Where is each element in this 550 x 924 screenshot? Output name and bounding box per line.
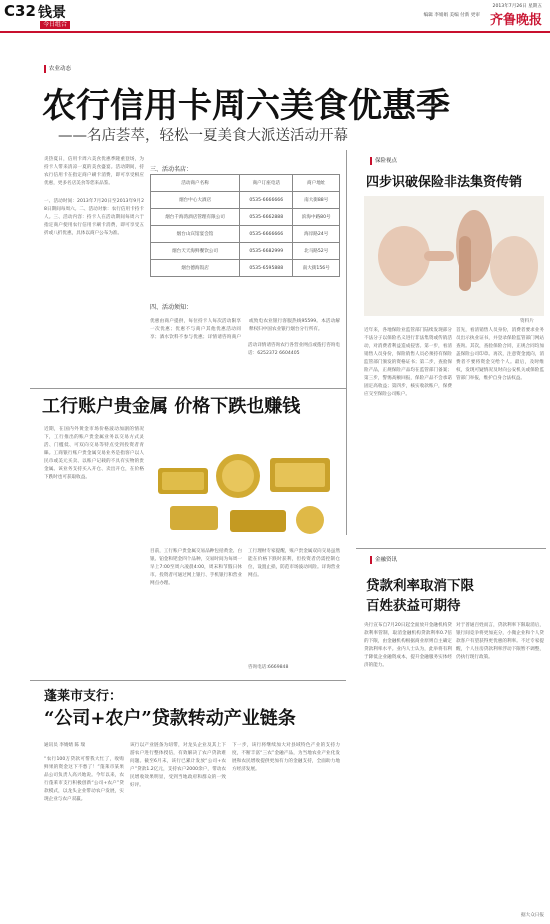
fraud-headline: 四步识破保险非法集资传销	[366, 175, 523, 190]
article-tag: 保险视点	[370, 157, 397, 165]
lead-footer: 活动详情请咨询农行各营业网点或拨打咨询电话：6252372 6604405	[248, 343, 340, 356]
section-divider	[30, 388, 346, 389]
table-header-cell: 活动商户名称	[151, 175, 240, 192]
lead-headline: 农行信用卡周六美食优惠季	[42, 86, 450, 126]
merchant-phone: 0535-6682999	[240, 243, 293, 260]
merchant-name: 烟台山宾馆宴会馆	[151, 226, 240, 243]
article-tag: 农业动态	[44, 65, 71, 73]
table-row	[151, 192, 340, 209]
merchant-table	[150, 174, 340, 277]
subsection-badge: 今日组合	[40, 21, 70, 29]
loan-headline-1: 贷款利率取消下限	[366, 578, 474, 594]
merchant-address: 南大街156号	[293, 260, 340, 277]
photo-credit: 资料片	[520, 319, 534, 324]
merchants-heading: 三、活动名店：	[150, 166, 193, 173]
table-row	[151, 243, 340, 260]
gold-headline: 工行账户贵金属 价格下跌也赚钱	[42, 396, 301, 417]
merchant-name: 烟台中心大酒店	[151, 192, 240, 209]
lead-intro-end	[44, 378, 144, 388]
merchant-address: 海岸路24号	[293, 226, 340, 243]
merchant-phone: 0535-6662888	[240, 209, 293, 226]
gold-body-2: 目前，工行账户贵金属交易品种包括黄金、白银、铂金和钯金四个品种，交易时间为每周一早上7:00至周六凌晨4:00，周末和节假日休市。投资者可通过网上银行、手机银行和营业网点办理。	[150, 549, 242, 586]
merchant-phone: 0535-6666666	[240, 226, 293, 243]
table-row	[151, 209, 340, 226]
lead-subheadline: ——名店荟萃，轻松一夏美食大派送活动开幕	[58, 128, 348, 144]
merchant-name: 烟台千海湾酒店管理有限公司	[151, 209, 240, 226]
fraud-body: 近年来，各地保险业监管部门陆续发现部分不法分子以保险名义进行非法集资或传销活动，对消费者利益造成侵害。第一步，看清销售人员身份，保险销售人员必须持有保险监管部门颁发的资格证书；第二步，查验保险产品，正规保险产品均在监管部门备案；第三步，警惕高额回报，保险产品不会承诺固定高收益；第四步，核实收款账户，保费应交至保险公司账户。	[364, 328, 452, 397]
gold-body-3: 工行理财专家提醒，账户贵金属双向交易虽然能在价格下跌时获利，但投资者仍需控制仓位，设置止损，防范市场波动风险。详询营业网点。	[248, 549, 340, 578]
column-divider	[346, 150, 347, 535]
supply-headline: “公司+农户”贷款转动产业链条	[44, 708, 296, 729]
loan-body: 央行宣布自7月20日起全面放开金融机构贷款利率管制，取消金融机构贷款利率0.7倍的下限，由金融机构根据商业原则自主确定贷款利率水平。业内人士认为，此举将有利于降低企业融资成本，提升金融服务实体经济的能力。	[364, 623, 452, 668]
supply-body-2: 该行以产业链条为纽带，对龙头企业及其上下游农户进行整体授信，有效解决了农户贷款难问题。截至6月末，该行已累计发放“公司+农户”贷款1.2亿元，支持农户2000余户，带动农民增收效果明显，受到当地政府和群众的一致好评。	[130, 743, 226, 788]
gold-bars-illustration	[150, 428, 338, 544]
merchant-phone: 0535-6666666	[240, 192, 293, 209]
loan-author: 据大众日报	[521, 913, 544, 918]
notes-heading: 四、活动须知：	[150, 304, 193, 311]
supply-body-3: 下一步，该行将继续加大对县域特色产业的支持力度，不断丰富“三农”金融产品，为当地农业产业化发展和农民增收提供更加有力的金融支持，全面助力地方经济发展。	[232, 743, 340, 772]
lead-intro: 炎热夏日，信用卡周六美食优惠季隆重登场，为持卡人带来清凉一夏的美食盛宴。活动期间，持农行信用卡在指定商户刷卡消费，即可享受相应优惠，更多名店美食等您来品鉴。	[44, 157, 144, 186]
merchant-address: 南大街88号	[293, 192, 340, 209]
merchant-phone: 0535-6595888	[240, 260, 293, 277]
article-tag: 金融资讯	[370, 556, 397, 564]
editor-credits: 编辑 李娟娟 美编 付新 更审	[423, 13, 480, 18]
fraud-body-2: 首先，看清销售人员身份，消费者要求业务员出示执业证书，并登录保险监管部门网站查询。其次，查验保险合同，正规合同均加盖保险公司印章。再次，注意资金流向，消费者不要将资金交给个人。最后，及时维权，发现可疑情况及时向公安机关或保险监管部门举报，维护自身合法权益。	[456, 328, 544, 381]
hands-illustration	[364, 196, 544, 316]
gold-photo	[150, 428, 338, 544]
section-title: 钱景	[38, 5, 66, 21]
page-number: C32	[4, 2, 36, 20]
table-row	[151, 226, 340, 243]
table-header-cell: 商户订座电话	[240, 175, 293, 192]
supply-byline: 通讯员 李婧婧 陈 瑞	[44, 743, 86, 748]
supply-kicker: 蓬莱市支行：	[44, 689, 123, 704]
newspaper-logo: 齐鲁晚报	[489, 13, 542, 28]
lead-notes: 优惠由商户提供，每位持卡人每次活动限享一次优惠；优惠不与商户其他优惠活动同享；酒水饮料不参与优惠；详情请咨询商户或致电农业银行客服热线95599。本活动解释权归中国农业银行烟台分行所有。	[150, 319, 340, 340]
merchant-address: 北马路52号	[293, 243, 340, 260]
section-divider	[356, 548, 546, 549]
table-header-row	[151, 175, 340, 192]
loan-headline-2: 百姓获益可期待	[366, 598, 461, 614]
header-rule	[0, 31, 550, 33]
gold-hotline: 咨询电话:6669848	[248, 665, 289, 670]
table-row	[151, 260, 340, 277]
section-divider	[30, 680, 346, 681]
lead-body: 一、活动时间：2013年7月20日至2013年9月28日期间每周六。二、活动对象：农行信用卡持卡人。三、活动内容：持卡人在活动期间每周六于指定商户使用农行信用卡刷卡消费，即可享受五折或八折优惠，具体以商户公布为准。	[44, 199, 144, 236]
supply-body: “农行100万贷款可帮我大忙了，收购鲜果的资金这下不愁了！”蓬莱市某果品公司负责人高兴地说。今年以来，农行蓬莱市支行积极创新“公司+农户”贷款模式，以龙头企业带动农户发展，实现企业与农户双赢。	[44, 757, 124, 802]
table-header-cell: 商户地址	[293, 175, 340, 192]
issue-date: 2013年7月26日 星期五	[492, 4, 542, 9]
merchant-address: 滨海中路80号	[293, 209, 340, 226]
merchant-name: 烟台天天海鲜餐饮公司	[151, 243, 240, 260]
hands-photo	[364, 196, 544, 316]
loan-body-2: 对于普通百姓而言，贷款利率下限取消后，银行间竞争将更加充分，小微企业和个人贷款客户有望获得更优惠的利率。不过专家提醒，个人住房贷款利率浮动下限暂不调整，仍执行现行政策。	[456, 623, 544, 660]
merchant-name: 烟台德海饭店	[151, 260, 240, 277]
gold-body: 近期，在国内外黄金市场价格波动加剧的情况下，工行推出的账户贵金属业务以交易方式灵活、门槛低、可双向交易等特点受到投资者青睐。工商银行账户贵金属交易业务是指客户以人民币或美元买卖、以账户记载的不具有实物的贵金属。该业务支持买入开仓、卖出开仓，在价格下跌时也可获取收益。	[44, 427, 144, 480]
